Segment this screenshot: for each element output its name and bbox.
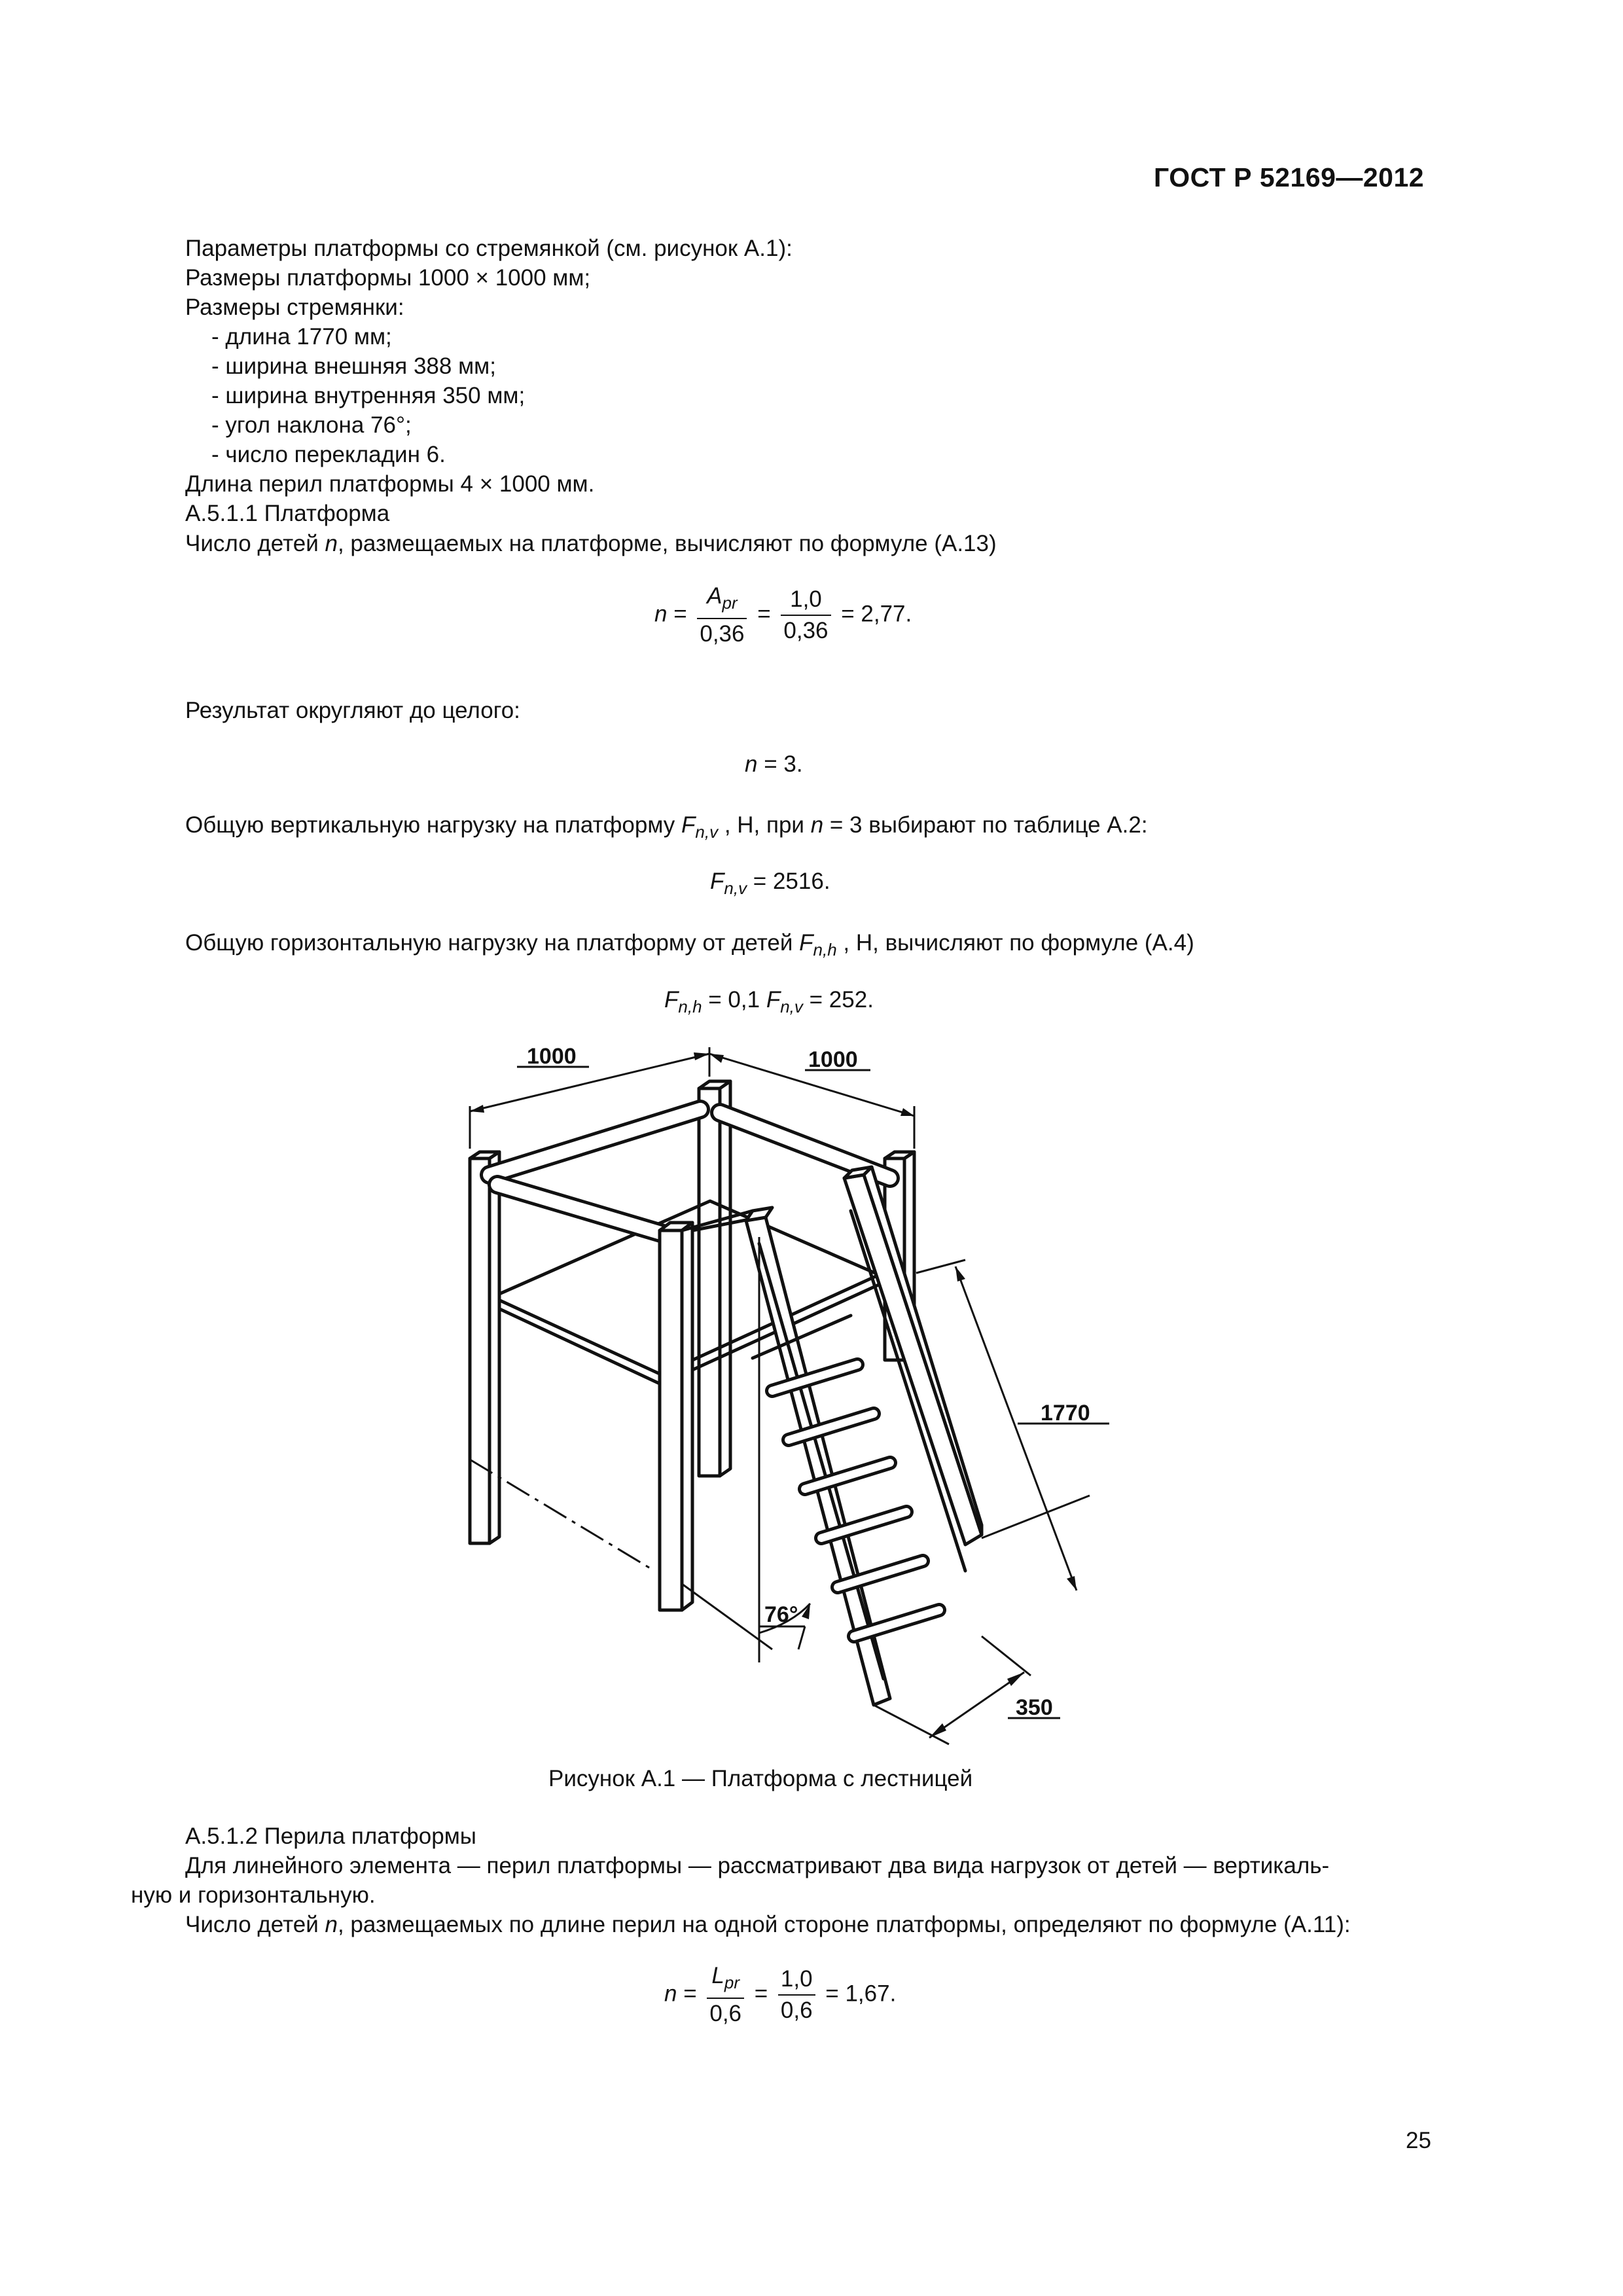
equation-2: n = 3. xyxy=(745,751,803,777)
list-item: - число перекладин 6. xyxy=(211,442,446,467)
intro-line: Длина перил платформы 4 × 1000 мм. xyxy=(185,471,595,497)
section-heading: А.5.1.1 Платформа xyxy=(185,501,390,526)
paragraph: Общую горизонтальную нагрузку на платформу от детей $F_{n,h}$ , Н, вычисляют по формуле (А.4) xyxy=(185,930,1194,960)
paragraph: Для линейного элемента — перил платформы — рассматривают два вида нагрузок от детей — вертикаль- xyxy=(185,1853,1330,1878)
intro-line: Параметры платформы со стремянкой (см. рисунок А.1): xyxy=(185,236,793,261)
dim-label-angle: 76° xyxy=(764,1602,798,1627)
list-item: - ширина внешняя 388 мм; xyxy=(211,353,496,379)
intro-line: Размеры платформы 1000 × 1000 мм; xyxy=(185,265,591,291)
list-item: - ширина внутренняя 350 мм; xyxy=(211,383,526,408)
dim-label-width: 350 xyxy=(1016,1695,1053,1720)
dim-label-right: 1000 xyxy=(808,1047,858,1072)
paragraph: Число детей n, размещаемых на платформе, вычисляют по формуле (А.13) xyxy=(185,531,997,556)
equation-3: $F_{n,v} = 2516$. xyxy=(710,869,830,898)
intro-line: Размеры стремянки: xyxy=(185,295,404,320)
dim-label-length: 1770 xyxy=(1041,1401,1090,1426)
document-header: ГОСТ Р 52169—2012 xyxy=(1154,162,1425,192)
equation-1: n = $\frac{A_{pr}}{0,36}$ = $\frac{1,0}{0,36}$ = 2,77. xyxy=(654,583,912,647)
section-heading: А.5.1.2 Перила платформы xyxy=(185,1823,476,1849)
paragraph: Число детей n, размещаемых по длине перил на одной стороне платформы, определяют по формуле (А.11): xyxy=(185,1912,1351,1937)
list-item: - угол наклона 76°; xyxy=(211,412,412,438)
page-number: 25 xyxy=(1406,2128,1431,2153)
dim-label-left: 1000 xyxy=(527,1044,577,1069)
figure-caption: Рисунок А.1 — Платформа с лестницей xyxy=(548,1766,973,1791)
list-item: - длина 1770 мм; xyxy=(211,324,392,350)
equation-4: $F_{n,h} = 0,1$ $F_{n,v} = 252$. xyxy=(664,987,874,1016)
paragraph: Результат округляют до целого: xyxy=(185,698,520,723)
equation-5: n = $\frac{L_{pr}}{0,6}$ = $\frac{1,0}{0,6}$ = 1,67. xyxy=(664,1963,897,2026)
paragraph: Общую вертикальную нагрузку на платформу $F_{n,v}$ , Н, при n = 3 выбирают по таблице А.2: xyxy=(185,812,1148,842)
paragraph: ную и горизонтальную. xyxy=(131,1882,376,1908)
